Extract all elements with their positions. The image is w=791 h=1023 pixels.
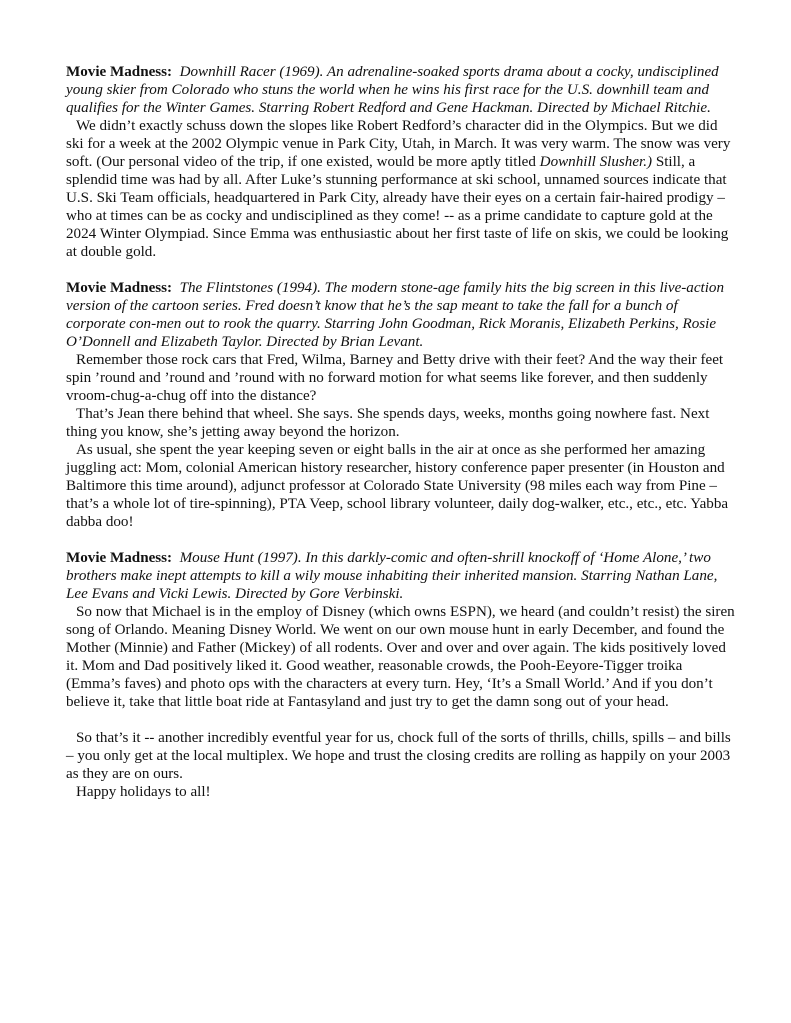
movie-synopsis: Mouse Hunt (1997). In this darkly-comic and often-shrill knockoff of ‘Home Alone,’ two brothers make inept attempts to kill a wily mouse inhabiting their inherited mansion. Starring Nathan Lane, Lee Evans and Vicki Lewis. Directed by Gore Verbinski. — [66, 550, 718, 602]
paragraph-text: That’s Jean there behind that wheel. She says. She spends days, weeks, months going nowhere fast. Next thing you know, she’s jetting away beyond the horizon. — [66, 406, 710, 440]
paragraph-text: As usual, she spent the year keeping seven or eight balls in the air at once as she performed her amazing juggling act: Mom, colonial American history researcher, history conference paper presenter (in Houston and Baltimore this time around), adjunct professor at Colorado State University (98 miles each way from Pine – that’s a whole lot of tire-spinning), PTA Veep, school library volunteer, daily dog-walker, etc., etc., etc. Yabba dabba doo! — [66, 442, 729, 530]
closing-section — [66, 729, 736, 801]
signoff-line: Happy holidays to all! — [76, 784, 211, 800]
section-downhill-racer — [66, 63, 736, 261]
section-intro — [66, 279, 736, 351]
body-paragraph — [66, 603, 736, 711]
paragraph-text-continued: Still, a splendid time was had by all. After Luke’s stunning performance at ski school, unnamed sources indicate that U.S. Ski Team officials, headquartered in Park City, already have their eyes on a certain fair-haired prodigy – who at times can be as cocky and undisciplined as they come! -- as a prime candidate to capture gold at the 2024 Winter Olympiad. Since Emma was enthusiastic about her first taste of life on skis, we could be looking at double gold. — [66, 154, 729, 260]
section-label: Movie Madness: — [66, 550, 173, 566]
section-mouse-hunt — [66, 549, 736, 711]
paragraph-text: Remember those rock cars that Fred, Wilma, Barney and Betty drive with their feet? And the way their feet spin ’round and ’round and ’round with no forward motion for what seems like forever, and then suddenly vroom-chug-a-chug off into the distance? — [66, 352, 724, 404]
paragraph-text: So now that Michael is in the employ of Disney (which owns ESPN), we heard (and couldn’t resist) the siren song of Orlando. Meaning Disney World. We went on our own mouse hunt in early December, and found the Mother (Minnie) and Father (Mickey) of all rodents. Over and over and over again. The kids positively loved it. Mom and Dad positively liked it. Good weather, reasonable crowds, the Pooh-Eeyore-Tigger troika (Emma’s faves) and photo ops with the characters at every turn. Hey, ‘It’s a Small World.’ And if you don’t believe it, take that little boat ride at Fantasyland and just try to get the damn song out of your head. — [66, 604, 735, 710]
movie-synopsis: The Flintstones (1994). The modern stone-age family hits the big screen in this live-action version of the cartoon series. Fred doesn’t know that he’s the sap meant to take the fall for a bunch of corporate con-men out to rook the quarry. Starring John Goodman, Rick Moranis, Elizabeth Perkins, Rosie O’Donnell and Elizabeth Taylor. Directed by Brian Levant. — [66, 280, 725, 350]
body-paragraph — [66, 441, 736, 531]
section-intro — [66, 549, 736, 603]
body-paragraph — [66, 405, 736, 441]
body-paragraph — [66, 351, 736, 405]
section-intro — [66, 63, 736, 117]
body-paragraph — [66, 117, 736, 261]
paragraph-italic-text: Downhill Slusher.) — [539, 154, 653, 170]
letter-page — [66, 63, 736, 801]
paragraph-text: We didn’t exactly schuss down the slopes like Robert Redford’s character did in the Olympics. But we did ski for a week at the 2002 Olympic venue in Park City, Utah, in March. It was very warm. The snow was very soft. (Our personal video of the trip, if one existed, would be more aptly titled — [66, 118, 731, 170]
section-label: Movie Madness: — [66, 64, 173, 80]
movie-synopsis: Downhill Racer (1969). An adrenaline-soaked sports drama about a cocky, undisciplined young skier from Colorado who stuns the world when he wins his first race for the U.S. downhill team and qualifies for the Winter Games. Starring Robert Redford and Gene Hackman. Directed by Michael Ritchie. — [66, 64, 719, 116]
section-flintstones — [66, 279, 736, 531]
section-label: Movie Madness: — [66, 280, 173, 296]
closing-paragraph: So that’s it -- another incredibly eventful year for us, chock full of the sorts of thrills, chills, spills – and bills – you only get at the local multiplex. We hope and trust the closing credits are rolling as happily on your 2003 as they are on ours. — [66, 730, 731, 782]
